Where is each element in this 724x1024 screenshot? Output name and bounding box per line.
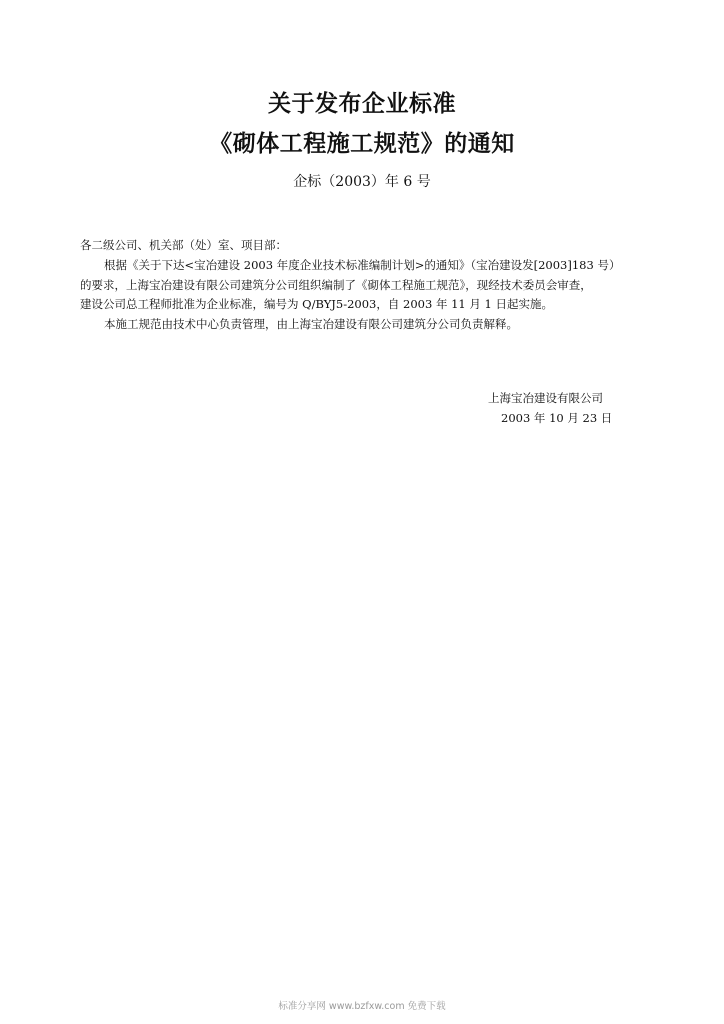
signature-date: 2003 年 10 月 23 日 [501, 411, 613, 425]
paragraph-1-line-1: 根据《关于下达<宝冶建设 2003 年度企业技术标准编制计划>的通知》（宝冶建设发[2003]183 号） [104, 258, 621, 272]
document-title-line-2: 《砌体工程施工规范》的通知 [209, 131, 515, 157]
footer-watermark: 标准分享网 www.bzfxw.com 免费下载 [278, 1001, 446, 1012]
document-number: 企标（2003）年 6 号 [293, 174, 431, 190]
document-title-line-1: 关于发布企业标准 [268, 91, 456, 117]
notice-paragraph-2: 本施工规范由技术中心负责管理，由上海宝冶建设有限公司建筑分公司负责解释。 [104, 317, 518, 331]
signature-company: 上海宝冶建设有限公司 [488, 391, 603, 405]
paragraph-1-line-3: 建设公司总工程师批准为企业标准，编号为 Q/BYJ5-2003，自 2003 年 11 月 1 日起实施。 [80, 297, 554, 311]
paragraph-1-line-2: 的要求，上海宝冶建设有限公司建筑分公司组织编制了《砌体工程施工规范》，现经技术委员会审查， [80, 277, 592, 292]
notice-paragraph-1 [80, 256, 646, 315]
recipients-line: 各二级公司、机关部（处）室、项目部： [80, 238, 287, 252]
